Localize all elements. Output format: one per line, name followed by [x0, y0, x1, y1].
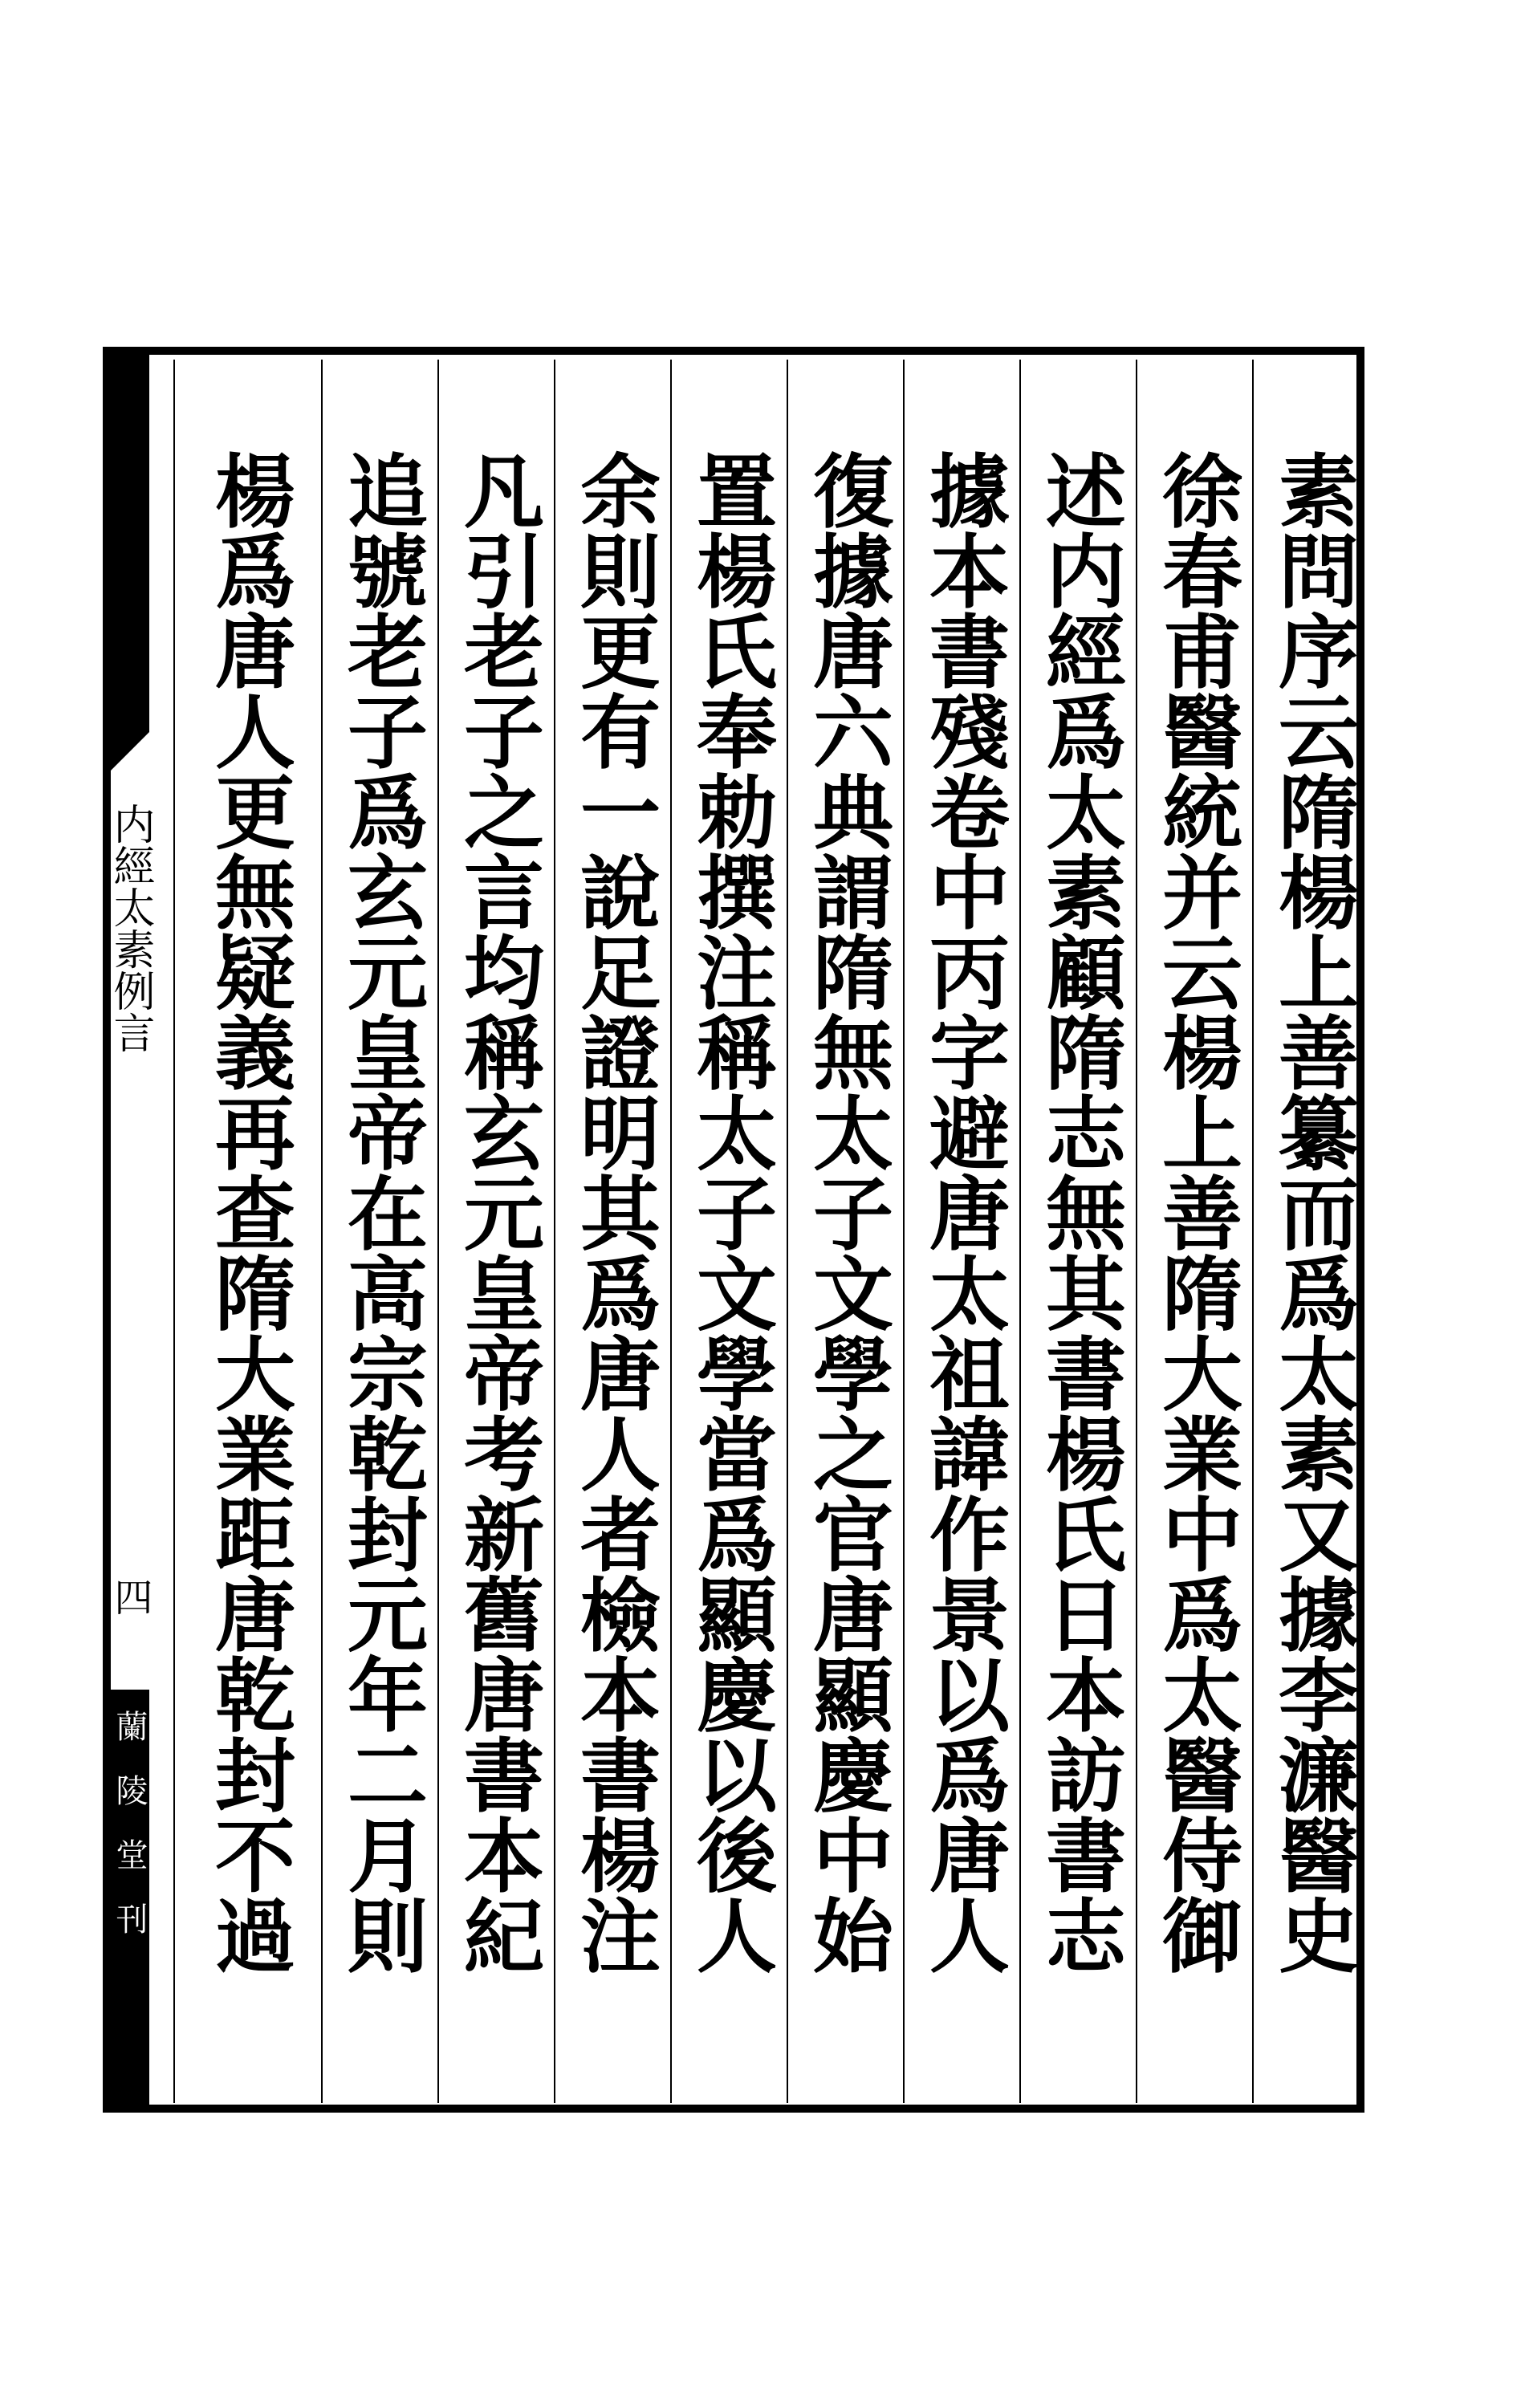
column-divider	[554, 360, 555, 2103]
text-column-7: 余則更有一說足證明其爲唐人者檢本書楊注	[567, 449, 661, 1975]
text-column-8: 凡引老子之言均稱玄元皇帝考新舊唐書本紀	[450, 449, 545, 1975]
text-column-5: 復據唐六典謂隋無太子文學之官唐顯慶中始	[799, 449, 894, 1975]
column-divider	[1019, 360, 1021, 2103]
margin-page-number: 四	[108, 1577, 152, 1616]
fishtail-block-top	[103, 347, 149, 732]
column-divider	[670, 360, 672, 2103]
text-column-2: 徐春甫醫統并云楊上善隋大業中爲太醫侍御	[1149, 449, 1243, 1975]
column-divider	[1252, 360, 1254, 2103]
column-divider	[173, 360, 175, 2103]
column-divider	[903, 360, 905, 2103]
text-column-3: 述内經爲太素顧隋志無其書楊氏日本訪書志	[1032, 449, 1127, 1975]
margin-publisher: 蘭陵堂刊	[111, 1710, 148, 1967]
fishtail-icon	[103, 732, 149, 779]
text-column-1: 素問序云隋楊上善纂而爲太素又據李濂醫史	[1265, 449, 1360, 1975]
text-column-9: 追號老子爲玄元皇帝在高宗乾封元年二月則	[334, 449, 429, 1975]
column-divider	[1136, 360, 1137, 2103]
column-divider	[787, 360, 788, 2103]
column-divider	[321, 360, 323, 2103]
text-column-4: 據本書殘卷中丙字避唐太祖諱作景以爲唐人	[916, 449, 1011, 1975]
margin-book-title: 内經太素例言	[106, 803, 154, 1053]
text-column-6: 置楊氏奉勅撰注稱太子文學當爲顯慶以後人	[683, 449, 778, 1975]
column-divider	[437, 360, 439, 2103]
text-column-10: 楊爲唐人更無疑義再查隋大業距唐乾封不過	[201, 449, 296, 1975]
